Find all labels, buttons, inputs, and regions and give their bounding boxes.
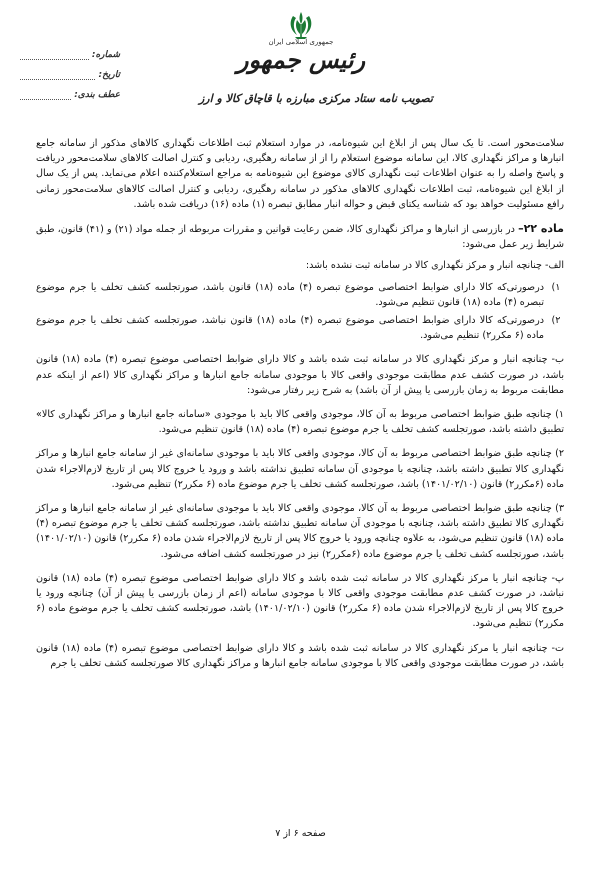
clause-alef-2	[36, 313, 564, 343]
clause-alef-1	[36, 280, 564, 310]
clause-be: ب- چنانچه انبار و مرکز نگهداری کالا در سامانه ثبت شده باشد و کالا دارای ضوابط اختصاصی موضوع تبصره (۴) ماده (۱۸) قانون باشد، در صورت کشف عدم مطابقت موجودی واقعی کالا با موجودی سامانه جامع انبارها و مراکز نگهداری کالا (اعم از اینکه عدم مطابقت مربوط به زمان بازرسی یا پیش از آن باشد) به شرح زیر رفتار می‌شود:	[36, 354, 564, 396]
intro-paragraph: سلامت‌محور است. تا یک سال پس از ابلاغ این شیوه‌نامه، در موارد استعلام ثبت اطلاعات نگهداری کالاهای مذکور از سامانه جامع انبارها و مراکز نگهداری کالا، این سامانه موضوع استعلام را از از سامانه رهگیری، ردیابی و کنترل اصالت کالاهای سلامت‌محور دریافت و پاسخ واصله را به عنوان اطلاعات ثبت نگهداری کالای موضوع این شیوه‌نامه به مراجع استعلام‌کننده اعلام می‌نماید. پس از یک سال از ابلاغ این شیوه‌نامه، ثبت اطلاعات نگهداری کالاهای مذکور در سامانه رهگیری، ردیابی و کنترل اصالت کالاهای سلامت‌محور زمانی رافع مسئولیت خواهد بود که شناسه یکتای قبض و حواله انبار مطابق تبصره (۱) ماده (۱۶) دریافت شده باشد.	[36, 138, 564, 210]
president-title: رئیس جمهور	[236, 45, 366, 74]
date-row	[20, 60, 120, 80]
document-body	[36, 136, 564, 677]
page-number: صفحه ۶ از ۷	[275, 828, 326, 839]
decree-title: تصویب نامه ستاد مرکزی مبارزه با قاچاق کالا و ارز	[199, 92, 433, 105]
attachment-row	[20, 80, 120, 100]
item-number: ۲)	[551, 315, 561, 327]
number-line	[20, 49, 89, 60]
iran-emblem-icon	[283, 10, 319, 40]
clause-pe: پ- چنانچه انبار یا مرکز نگهداری کالا در سامانه ثبت شده باشد و کالا دارای ضوابط اختصاصی موضوع تبصره (۴) ماده (۱۸) قانون نباشد، در صورت کشف عدم مطابقت موجودی واقعی کالا با موجودی سامانه (اعم از زمان بازرسی یا پیش از آن) چنانچه ورود یا خروج کالا پس از تاریخ لازم‌الاجراء شدن ماده (۶ مکرر۲) قانون (۱۴۰۱/۰۲/۱۰) باشد، صورتجلسه کشف تخلف یا جرم موضوع ماده (۶ مکرر۲) تنظیم می‌شود.	[36, 572, 564, 630]
attachment-line	[20, 89, 71, 100]
clause-be-2: ۲) چنانچه طبق ضوابط اختصاصی مربوط به آن کالا، موجودی واقعی کالا باید با موجودی سامانه‌ای غیر از سامانه جامع انبارها و مراکز نگهداری کالا تطبیق داشته باشد، چنانچه با موجودی آن سامانه تطبیق نداشته باشد و ورود یا خروج کالا پس از تاریخ لازم‌الاجراء شدن ماده (۶مکرر۲) قانون (۱۴۰۱/۰۲/۱۰) باشد، صورتجلسه کشف تخلف یا جرم موضوع ماده (۶ مکرر۲) تنظیم می‌شود.	[36, 448, 564, 490]
date-line	[20, 69, 95, 80]
number-row	[20, 40, 120, 60]
article-22	[36, 221, 564, 252]
attachment-label: عطف بندی:	[74, 90, 120, 100]
country-name: جمهوری اسلامی ایران	[268, 38, 334, 46]
item-number: ۱)	[551, 281, 561, 293]
clause-be-3: ۳) چنانچه طبق ضوابط اختصاصی مربوط به آن کالا، موجودی واقعی کالا باید با موجودی سامانه‌ای غیر از سامانه جامع انبارها و مراکز نگهداری کالا تطبیق داشته باشد، چنانچه با موجودی آن سامانه تطبیق نداشته باشد، صورتجلسه کشف تخلف یا جرم موضوع تبصره (۴) ماده (۱۸) قانون تنظیم می‌شود، به علاوه چنانچه ورود یا خروج کالا پس از تاریخ لازم‌الاجراء شدن ماده (۶ مکرر۲) قانون (۱۴۰۱/۰۲/۱۰) باشد، صورتجلسه کشف تخلف یا جرم موضوع ماده (۶مکرر۲) نیز در صورتجلسه کشف اضافه می‌شود.	[36, 503, 564, 560]
date-label: تاریخ:	[98, 70, 120, 80]
clause-te: ت- چنانچه انبار یا مرکز نگهداری کالا در سامانه ثبت شده باشد و کالا دارای ضوابط اختصاصی موضوع تبصره (۴) ماده (۱۸) قانون باشد، در صورت مطابقت موجودی واقعی کالا با موجودی سامانه جامع انبارها و مراکز نگهداری کالا صورتجلسه کشف تخلف یا جرم	[36, 642, 564, 669]
number-label: شماره:	[91, 50, 120, 60]
item-text: درصورتی‌که کالا دارای ضوابط اختصاصی موضوع تبصره (۴) ماده (۱۸) قانون نباشد، صورتجلسه کشف تخلف یا جرم موضوع ماده (۶ مکرر۲) تنظیم می‌شود.	[36, 315, 544, 342]
letterhead	[230, 38, 372, 74]
item-text: درصورتی‌که کالا دارای ضوابط اختصاصی موضوع تبصره (۴) ماده (۱۸) قانون باشد، صورتجلسه کشف تخلف یا جرم موضوع تبصره (۴) ماده (۱۸) قانون تنظیم می‌شود.	[36, 281, 544, 308]
clause-alef-title: الف- چنانچه انبار و مرکز نگهداری کالا در سامانه ثبت نشده باشد:	[305, 260, 564, 272]
article-text: در بازرسی از انبارها و مراکز نگهداری کالا، ضمن رعایت قوانین و مقررات مربوطه از جمله مواد (۲۱) و (۴۱) قانون، طبق شرایط زیر عمل می‌شود:	[36, 224, 564, 251]
clause-be-1: ۱) چنانچه طبق ضوابط اختصاصی مربوط به آن کالا، موجودی واقعی کالا باید با موجودی «سامانه جامع انبارها و مراکز نگهداری کالا» تطبیق داشته باشد، صورتجلسه کشف تخلف یا جرم موضوع تبصره (۴) ماده (۱۸) قانون تنظیم می‌شود.	[36, 409, 564, 436]
letter-metadata	[20, 40, 120, 100]
article-number: ماده ۲۲–	[518, 222, 564, 236]
